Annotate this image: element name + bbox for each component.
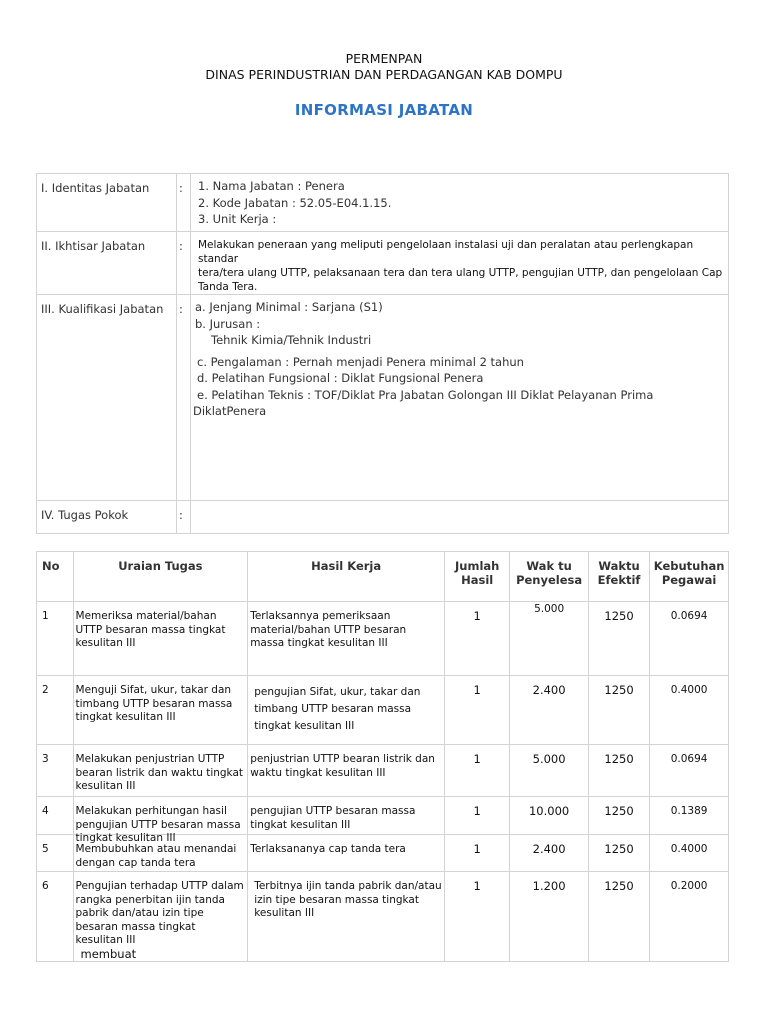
header-waktu-penyelesaian: Wak tu Penyelesa (510, 552, 589, 602)
ikhtisar-colon: : (177, 232, 191, 295)
header-waktu-efektif: Waktu Efektif (588, 552, 649, 602)
table-row (37, 797, 729, 835)
row-waktu-penyelesaian: 10.000 (510, 797, 589, 835)
row-jumlah: 1 (445, 872, 510, 962)
row-waktu-penyelesaian: 5.000 (510, 745, 589, 797)
row-no: 3 (37, 745, 74, 797)
ikhtisar-line-1: Melakukan peneraan yang meliputi pengelolaan instalasi uji dan peralatan atau perlengkapan standar (198, 239, 694, 265)
row-kebutuhan: 0.0694 (650, 602, 729, 676)
tugas-pokok-value (191, 501, 729, 534)
kualifikasi-value (191, 295, 729, 501)
kualifikasi-pelatihan-teknis: e. Pelatihan Teknis : TOF/Diklat Pra Jabatan Golongan III Diklat Pelayanan Prima (197, 387, 654, 402)
row-no: 5 (37, 835, 74, 872)
row-hasil: pengujian UTTP besaran massa tingkat kesulitan III (248, 797, 445, 835)
table-row (37, 676, 729, 745)
identitas-value (191, 174, 729, 232)
row-hasil: pengujian Sifat, ukur, takar dan timbang UTTP besaran massa tingkat kesulitan III (248, 676, 445, 745)
row-waktu-efektif: 1250 (588, 676, 649, 745)
info-row-tugas-pokok (37, 501, 729, 534)
row-jumlah: 1 (445, 835, 510, 872)
table-row (37, 602, 729, 676)
row-jumlah: 1 (445, 602, 510, 676)
row-uraian: Melakukan penjustrian UTTP bearan listrik dan waktu tingkat kesulitan III (73, 745, 248, 797)
kualifikasi-pelatihan-fungsional: d. Pelatihan Fungsional : Diklat Fungsional Penera (197, 371, 484, 385)
page-title: INFORMASI JABATAN (294, 101, 474, 119)
task-table-header (37, 552, 729, 602)
ikhtisar-line-2: tera/tera ulang UTTP, pelaksanaan tera dan tera ulang UTTP, pengujian UTTP, dan pengelolaan Cap Tanda Tera. (198, 267, 723, 293)
row-no: 2 (37, 676, 74, 745)
row-kebutuhan: 0.4000 (650, 676, 729, 745)
row-uraian: Membubuhkan atau menandai dengan cap tanda tera (73, 835, 248, 872)
row-uraian-extra: membuat (80, 946, 137, 961)
tugas-pokok-label: IV. Tugas Pokok (37, 501, 177, 534)
nama-jabatan: 1. Nama Jabatan : Penera (198, 179, 345, 193)
tugas-pokok-colon: : (177, 501, 191, 534)
row-uraian: Menguji Sifat, ukur, takar dan timbang UTTP besaran massa tingkat kesulitan III (73, 676, 248, 745)
table-row (37, 745, 729, 797)
job-info-table (36, 173, 729, 534)
row-kebutuhan: 0.4000 (650, 835, 729, 872)
kualifikasi-pengalaman: c. Pengalaman : Pernah menjadi Penera minimal 2 tahun (197, 354, 524, 369)
row-waktu-penyelesaian: 1.200 (510, 872, 589, 962)
kode-jabatan: 2. Kode Jabatan : 52.05-E04.1.15. (198, 195, 392, 210)
ikhtisar-value (191, 232, 729, 295)
row-uraian: Memeriksa material/bahan UTTP besaran massa tingkat kesulitan III (73, 602, 248, 676)
row-no: 1 (37, 602, 74, 676)
row-jumlah: 1 (445, 745, 510, 797)
row-hasil: Terlaksannya pemeriksaan material/bahan UTTP besaran massa tingkat kesulitan III (248, 602, 445, 676)
header-kebutuhan: Kebutuhan Pegawai (650, 552, 729, 602)
row-waktu-penyelesaian: 5.000 (510, 602, 589, 676)
ikhtisar-label: II. Ikhtisar Jabatan (37, 232, 177, 295)
row-uraian (73, 797, 248, 844)
identitas-colon: : (177, 174, 191, 232)
row-no: 6 (37, 872, 74, 962)
row-waktu-efektif: 1250 (588, 602, 649, 676)
kualifikasi-colon: : (177, 295, 191, 501)
document-header-permenpan: PERMENPAN (345, 51, 423, 66)
identitas-label: I. Identitas Jabatan (37, 174, 177, 232)
header-jumlah: Jumlah Hasil (445, 552, 510, 602)
row-waktu-efektif: 1250 (588, 797, 649, 835)
row-hasil: Terlaksananya cap tanda tera (248, 835, 445, 872)
row-jumlah: 1 (445, 797, 510, 835)
info-row-kualifikasi (37, 295, 729, 501)
task-table (36, 551, 729, 962)
table-row (37, 872, 729, 962)
row-no: 4 (37, 797, 74, 835)
kualifikasi-label: III. Kualifikasi Jabatan (37, 295, 177, 501)
kualifikasi-jenjang: a. Jenjang Minimal : Sarjana (S1) (195, 300, 383, 314)
row-hasil: penjustrian UTTP bearan listrik dan waktu tingkat kesulitan III (248, 745, 445, 797)
row-jumlah: 1 (445, 676, 510, 745)
row-waktu-efektif: 1250 (588, 872, 649, 962)
document-header-agency: DINAS PERINDUSTRIAN DAN PERDAGANGAN KAB DOMPU (205, 67, 563, 82)
row-hasil: Terbitnya ijin tanda pabrik dan/atau izin tipe besaran massa tingkat kesulitan III (248, 872, 445, 962)
header-uraian: Uraian Tugas (73, 552, 248, 602)
row-uraian-text: Melakukan perhitungan hasil pengujian UTTP besaran massa tingkat kesulitan III (75, 805, 241, 844)
row-uraian (73, 872, 248, 962)
info-row-identitas (37, 174, 729, 232)
row-kebutuhan: 0.2000 (650, 872, 729, 962)
unit-kerja: 3. Unit Kerja : (198, 212, 277, 226)
row-kebutuhan: 0.1389 (650, 797, 729, 835)
header-hasil: Hasil Kerja (248, 552, 445, 602)
kualifikasi-pelatihan-teknis-cont: DiklatPenera (193, 404, 267, 418)
row-waktu-penyelesaian: 2.400 (510, 835, 589, 872)
kualifikasi-jurusan: b. Jurusan : (195, 316, 261, 331)
row-waktu-penyelesaian: 2.400 (510, 676, 589, 745)
row-uraian-text: Pengujian terhadap UTTP dalam rangka penerbitan ijin tanda pabrik dan/atau izin tipe besaran massa tingkat kesulitan III (75, 880, 244, 946)
row-waktu-efektif: 1250 (588, 835, 649, 872)
info-row-ikhtisar (37, 232, 729, 295)
row-kebutuhan: 0.0694 (650, 745, 729, 797)
row-waktu-efektif: 1250 (588, 745, 649, 797)
kualifikasi-jurusan-detail: Tehnik Kimia/Tehnik Industri (211, 333, 372, 347)
header-no: No (37, 552, 74, 602)
